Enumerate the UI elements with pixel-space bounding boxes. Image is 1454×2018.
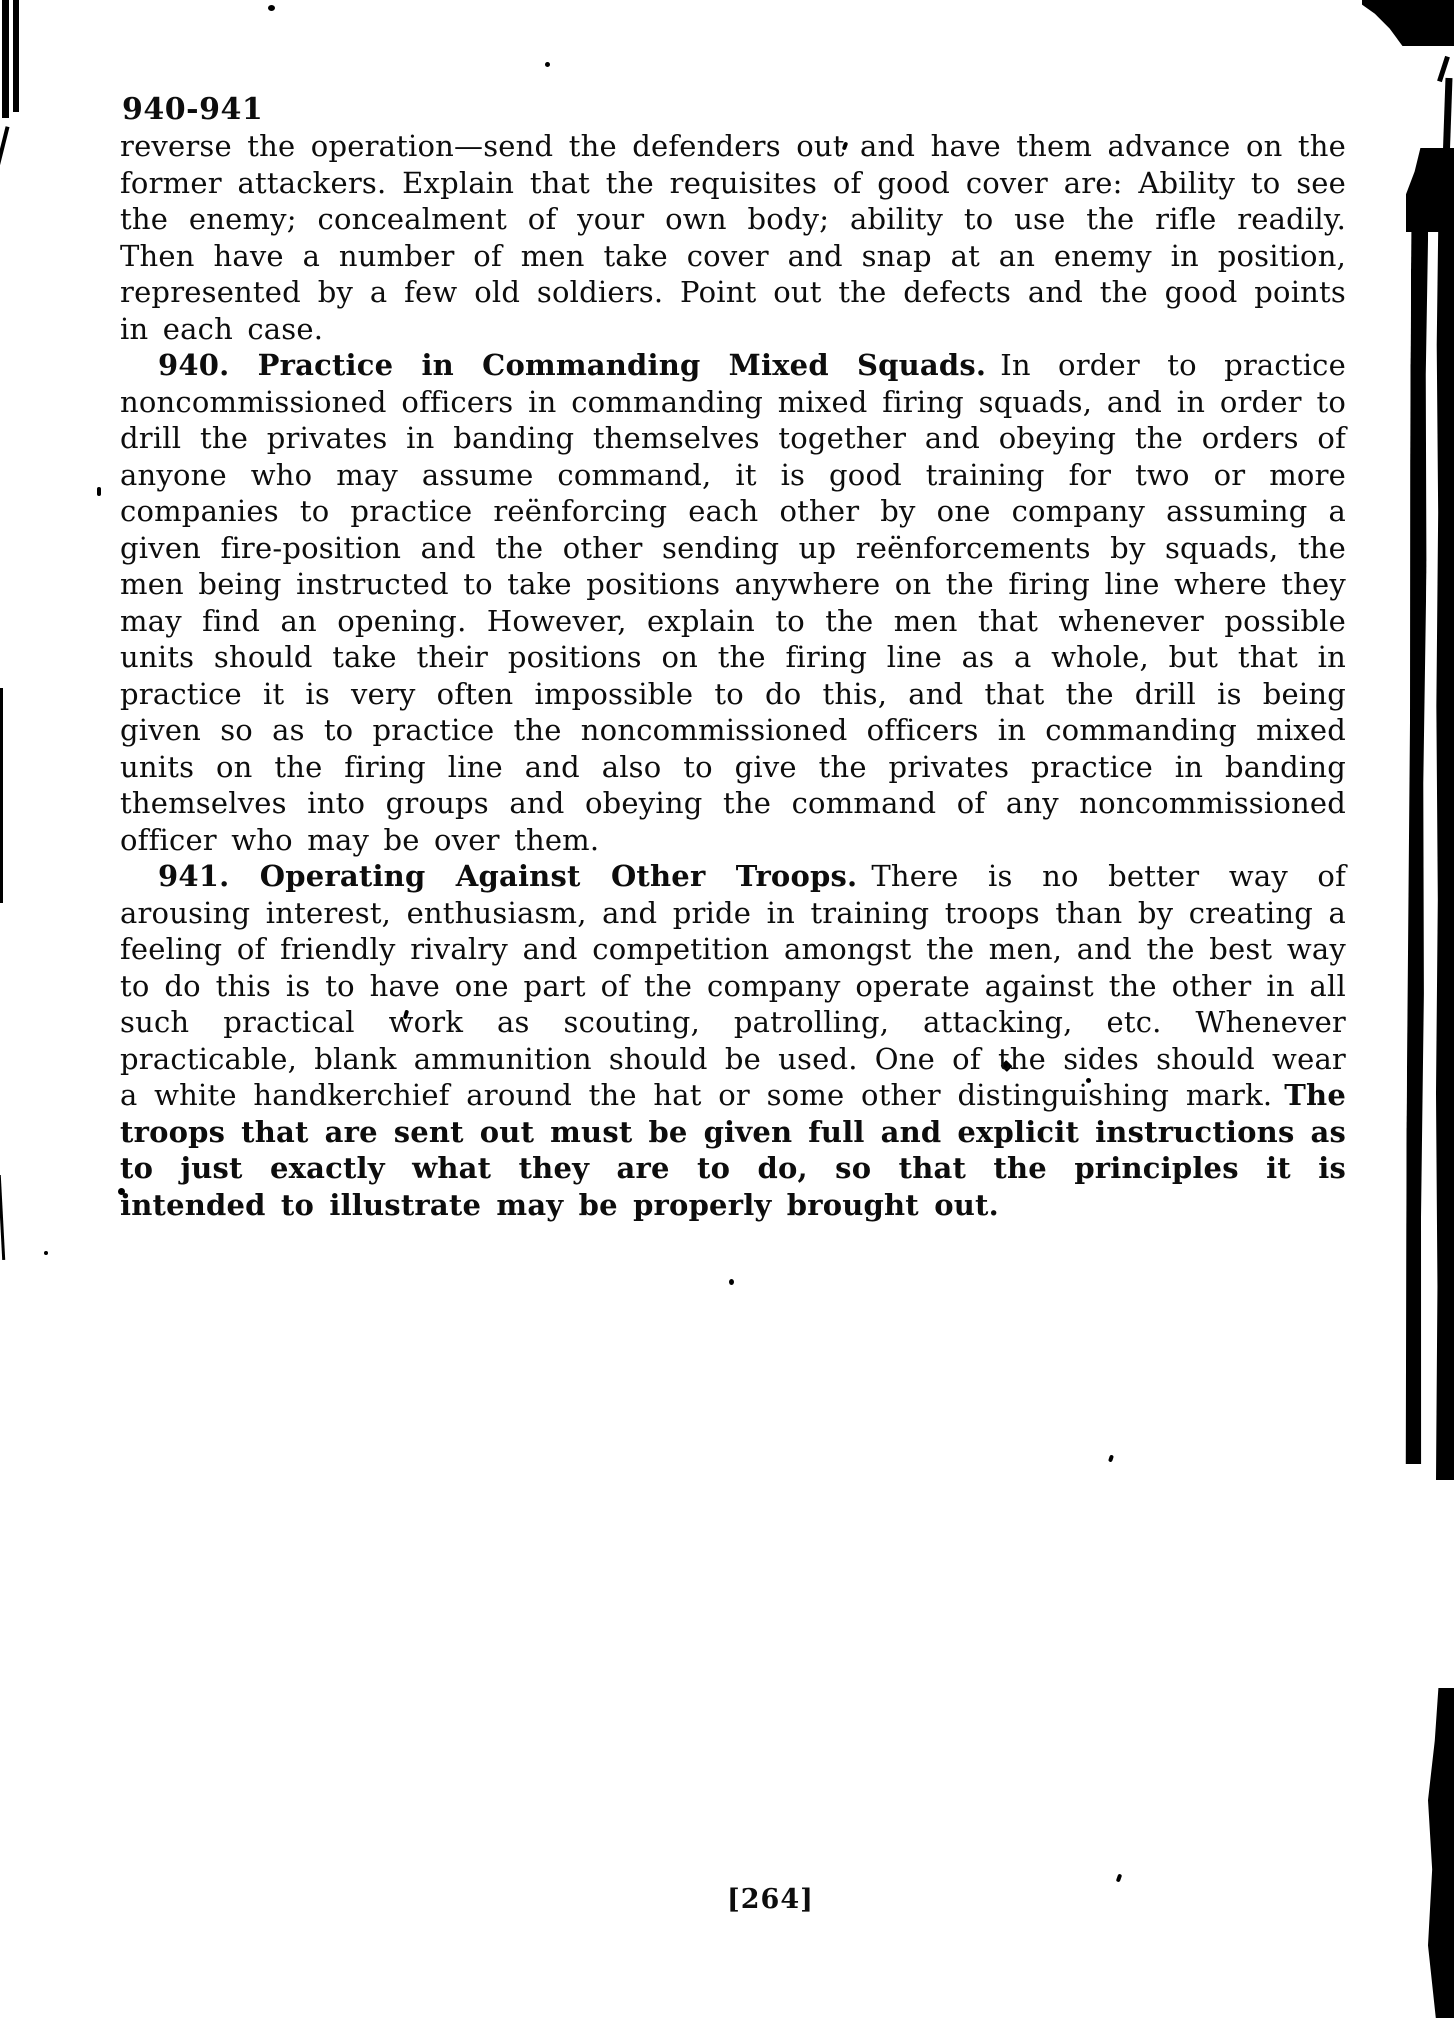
paragraph-940 <box>120 347 1346 858</box>
section-940-body: In order to practice noncommissioned officers in commanding mixed firing squads, and in order to drill the privates in banding themselves together and obeying the orders of anyone who may assume command, it is good training for two or more companies to practice reënforcing each other by one company assuming a given fire-position and the other sending up reënforcements by squads, the men being instructed to take positions anywhere on the firing line where they may find an opening. However, explain to the men that whenever possible units should take their positions on the firing line as a whole, but that in practice it is very often impossible to do this, and that the drill is being given so as to practice the noncommissioned officers in commanding mixed units on the firing line and also to give the privates practice in banding themselves into groups and obeying the command of any noncommissioned officer who may be over them. <box>120 348 1346 857</box>
section-941-body: There is no better way of arousing interest, enthusiasm, and pride in training troops than by creating a feeling of friendly rivalry and competition amongst the men, and the best way to do this is to have one part of the company operate against the other in all such practical work as scouting, patrolling, attacking, etc. Whenever practicable, blank ammunition should be used. One of the sides should wear a white handkerchief around the hat or some other distinguishing mark. <box>120 859 1347 1112</box>
paragraph-941 <box>120 858 1346 1223</box>
ink-speck <box>268 5 275 11</box>
scan-artifact-right-bar-outer <box>1436 190 1454 1480</box>
paragraph-continuation-text: reverse the operation—send the defenders out and have them advance on the former attackers. Explain that the requisites of good cover are: Ability to see the enemy; concealment of your own body; ability to use the rifle readily. Then have a number of men take cover and snap at an enemy in position, represented by a few old soldiers. Point out the defects and the good points in each case. <box>120 129 1346 346</box>
page-number: [264] <box>727 1884 814 1915</box>
scan-artifact-right-bar-inner <box>1405 226 1428 1464</box>
ink-speck <box>1116 1874 1122 1883</box>
scan-artifact-left-thin-line-2 <box>0 1175 5 1260</box>
section-941-bold-instructions: The troops that are sent out must be given full and explicit instructions as to just exactly what they are to do, so that the principles it is intended to illustrate may be properly brought out. <box>120 1078 1346 1222</box>
ink-speck <box>729 1279 734 1285</box>
paragraph-continuation <box>120 128 1346 347</box>
ink-speck <box>1108 1455 1114 1463</box>
scan-artifact-left-bar-1 <box>2 0 9 118</box>
ink-speck <box>44 1251 48 1255</box>
ink-speck <box>97 487 101 496</box>
scan-artifact-left-slash <box>0 126 10 172</box>
ink-speck <box>545 62 550 67</box>
scan-artifact-left-bar-2 <box>13 0 19 112</box>
section-940-heading: 940. Practice in Commanding Mixed Squads. <box>158 348 987 382</box>
section-941-heading: 941. Operating Against Other Troops. <box>158 859 858 893</box>
scan-artifact-right-bottom-streak <box>1428 1688 1454 2018</box>
scan-artifact-left-thin-line <box>0 688 3 903</box>
running-head-section-numbers: 940-941 <box>122 92 264 127</box>
scan-artifact-top-right-wedge <box>1362 0 1454 46</box>
text-column <box>120 128 1346 1223</box>
